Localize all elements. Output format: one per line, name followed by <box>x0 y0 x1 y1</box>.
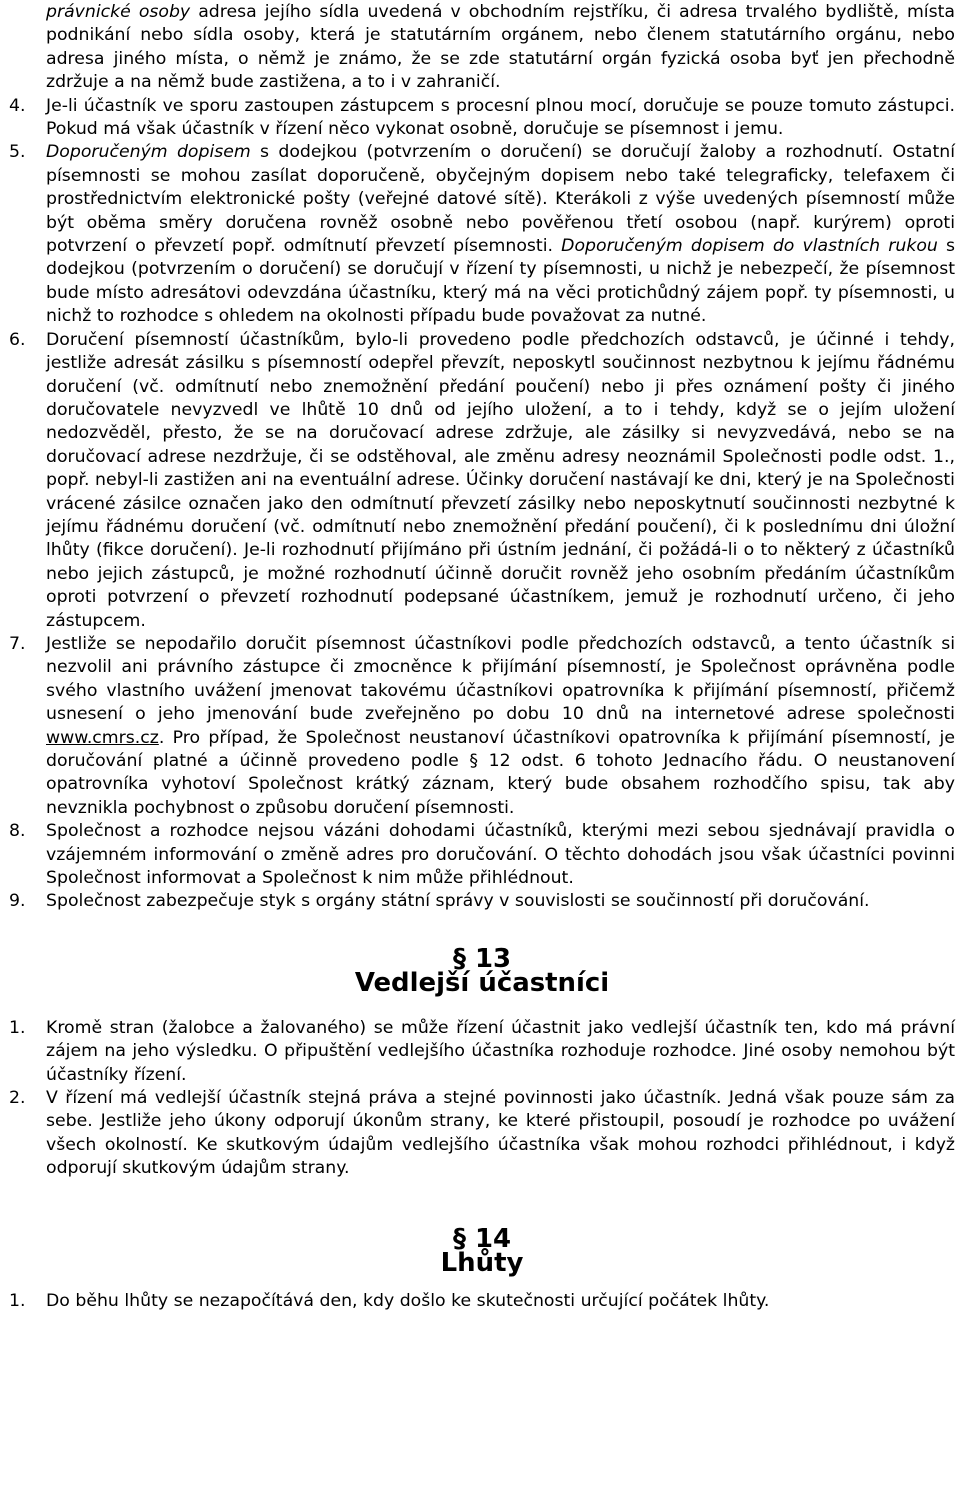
paragraph-number: 2. <box>9 1088 26 1109</box>
paragraph-number: 4. <box>9 95 26 116</box>
numbered-paragraph <box>9 633 955 820</box>
paragraph-number: 1. <box>9 1017 26 1038</box>
paragraph-text: Kromě stran (žalobce a žalovaného) se může řízení účastnit jako vedlejší účastník ten, kdo má právní zájem na jeho výsledku. O připuštění vedlejšího účastníka rozhoduje rozhodce. Jiné osoby nemohou být účastníky řízení. <box>46 1017 955 1085</box>
section-13-title: Vedlejší účastníci <box>354 967 610 998</box>
paragraph-number: 6. <box>9 329 26 350</box>
paragraph-text: Společnost zabezpečuje styk s orgány státní správy v souvislosti se součinností při doručování. <box>46 891 870 912</box>
paragraph-text: Jestliže se nepodařilo doručit písemnost účastníkovi podle předchozích odstavců, a tento účastník si nezvolil ani právního zástupce či zmocněnce k přijímání písemností, je Společnost oprávněna podle svého vlastního uvážení jmenovat takovému účastníkovi opatrovníka k přijímání písemností, přičemž usnesení o jeho jmenování bude zveřejněno po dobu 10 dnů na internetové adrese společnosti <box>46 633 955 725</box>
section-13-number: § 13 <box>452 943 512 974</box>
numbered-paragraph <box>9 1290 955 1313</box>
section-14-paragraphs <box>9 1290 955 1313</box>
numbered-paragraph <box>9 141 955 328</box>
paragraph-number: 5. <box>9 142 26 163</box>
section-13-paragraphs <box>9 1017 955 1181</box>
emphasis-text: právnické osoby <box>46 2 191 22</box>
paragraph-list-top <box>9 1 955 914</box>
numbered-paragraph <box>9 1017 955 1087</box>
paragraph-text: s dodejkou (potvrzením o doručení) se doručují žaloby a rozhodnutí. Ostatní písemnosti se mohou zasílat doporučeně, obyčejným dopisem nebo také telegraficky, telefaxem či prostřednictvím elektronické pošty (veřejné datové sítě). Kterákoli z výše uvedených písemností může být oběma směry doručena rovněž osobně nebo pověřenou třetí osobou (např. kurýrem) oproti potvrzení o převzetí popř. odmítnutí převzetí písemnosti. <box>46 142 956 257</box>
emphasis-text: Doporučeným dopisem do vlastních rukou <box>561 236 938 257</box>
paragraph-number: 1. <box>9 1290 26 1311</box>
paragraph-text: adresa jejího sídla uvedená v obchodním rejstříku, či adresa trvalého bydliště, místa podnikání nebo sídla osoby, která je statutárním orgánem, nebo členem statutárního orgánu, nebo adresa jiného místa, o němž je známo, že se zde statutární orgán fyzická osoba byť jen přechodně zdržuje a na němž bude zastižena, a to i v zahraničí. <box>46 2 955 93</box>
emphasis-text: Doporučeným dopisem <box>46 142 251 163</box>
section-14-title: Lhůty <box>440 1247 524 1278</box>
paragraph-number: 7. <box>9 633 26 654</box>
paragraph-text: Společnost a rozhodce nejsou vázáni dohodami účastníků, kterými mezi sebou sjednávají pravidla o vzájemném informování o změně adres pro doručování. O těchto dohodách jsou však účastníci povinni Společnost informovat a Společnost k nim může přihlédnout. <box>46 821 955 889</box>
section-14-number: § 14 <box>452 1223 512 1254</box>
paragraph-text: s dodejkou (potvrzením o doručení) se doručují v řízení ty písemnosti, u nichž je nebezpečí, že písemnost bude místo adresátovi odevzdána účastníku, který má na věci protichůdný zájem popř. ty písemnosti, u nichž to rozhodce s ohledem na okolnosti případu bude považovat za nutné. <box>46 236 956 327</box>
numbered-paragraph <box>9 1087 955 1181</box>
numbered-paragraph <box>9 329 955 633</box>
paragraph-text: Do běhu lhůty se nezapočítává den, kdy došlo ke skutečnosti určující počátek lhůty. <box>46 1290 770 1311</box>
numbered-paragraph <box>9 95 955 142</box>
paragraph-text: Doručení písemností účastníkům, bylo-li provedeno podle předchozích odstavců, je účinné i tehdy, jestliže adresát zásilku s písemností odepřel převzít, neposkytl součinnost nezbytnou k jejímu řádnému doručení (vč. odmítnutí nebo znemožnění předání poučení) nebo ji přes oznámení pošty či jiného doručovatele nevyzvedl ve lhůtě 10 dnů od jejího uložení, a to i tehdy, když se o jejím uložení nedozvěděl, přesto, že se na doručovací adrese zdržuje, ale zásilky si nevyzvedává, nebo se na doručovací adrese nezdržuje, či se odstěhoval, ale změnu adresy neoznámil Společnosti podle odst. 1., popř. nebyl-li zastižen ani na eventuální adrese. Účinky doručení nastávají ke dni, který je na Společnosti vrácené zásilce označen jako den odmítnutí převzetí zásilky nebo neposkytnutí součinnosti nezbytné k jejímu řádnému doručení (vč. odmítnutí nebo znemožnění předání poučení), či k poslednímu dni úložní lhůty (fikce doručení). Je-li rozhodnutí přijímáno při ústním jednání, či požádá-li o to některý z účastníků nebo jejich zástupců, je možné rozhodnutí účinně doručit rovněž jeho osobním předáním účastníkům oproti potvrzení o převzetí rozhodnutí podepsané účastníkem, jemuž je rozhodnutí určeno, či jeho zástupcem. <box>46 329 955 631</box>
numbered-paragraph <box>9 890 955 913</box>
paragraph-number: 9. <box>9 891 26 912</box>
numbered-paragraph <box>9 1 955 95</box>
paragraph-text: . Pro případ, že Společnost neustanoví účastníkovi opatrovníka k přijímání písemností, je doručování platné a účinně provedeno podle § 12 odst. 6 tohoto Jednacího řádu. O neustanovení opatrovníka vyhotoví Společnost krátký záznam, který bude obsahem rozhodčího spisu, tak aby nevznikla pochybnost o způsobu doručení písemnosti. <box>46 727 955 818</box>
website-link[interactable]: www.cmrs.cz <box>46 727 159 748</box>
paragraph-text: Je-li účastník ve sporu zastoupen zástupcem s procesní plnou mocí, doručuje se pouze tomuto zástupci. Pokud má však účastník v řízení něco vykonat osobně, doručuje se písemnost i jemu. <box>46 95 955 140</box>
numbered-paragraph <box>9 820 955 890</box>
paragraph-text: V řízení má vedlejší účastník stejná práva a stejné povinnosti jako účastník. Jedná však pouze sám za sebe. Jestliže jeho úkony odporují úkonům strany, ke které přistoupil, posoudí je rozhodce po uvážení všech okolností. Ke skutkovým údajům vedlejšího účastníka však mohou rozhodci přihlédnout, i když odporují skutkovým údajům strany. <box>46 1088 955 1179</box>
paragraph-number: 8. <box>9 821 26 842</box>
